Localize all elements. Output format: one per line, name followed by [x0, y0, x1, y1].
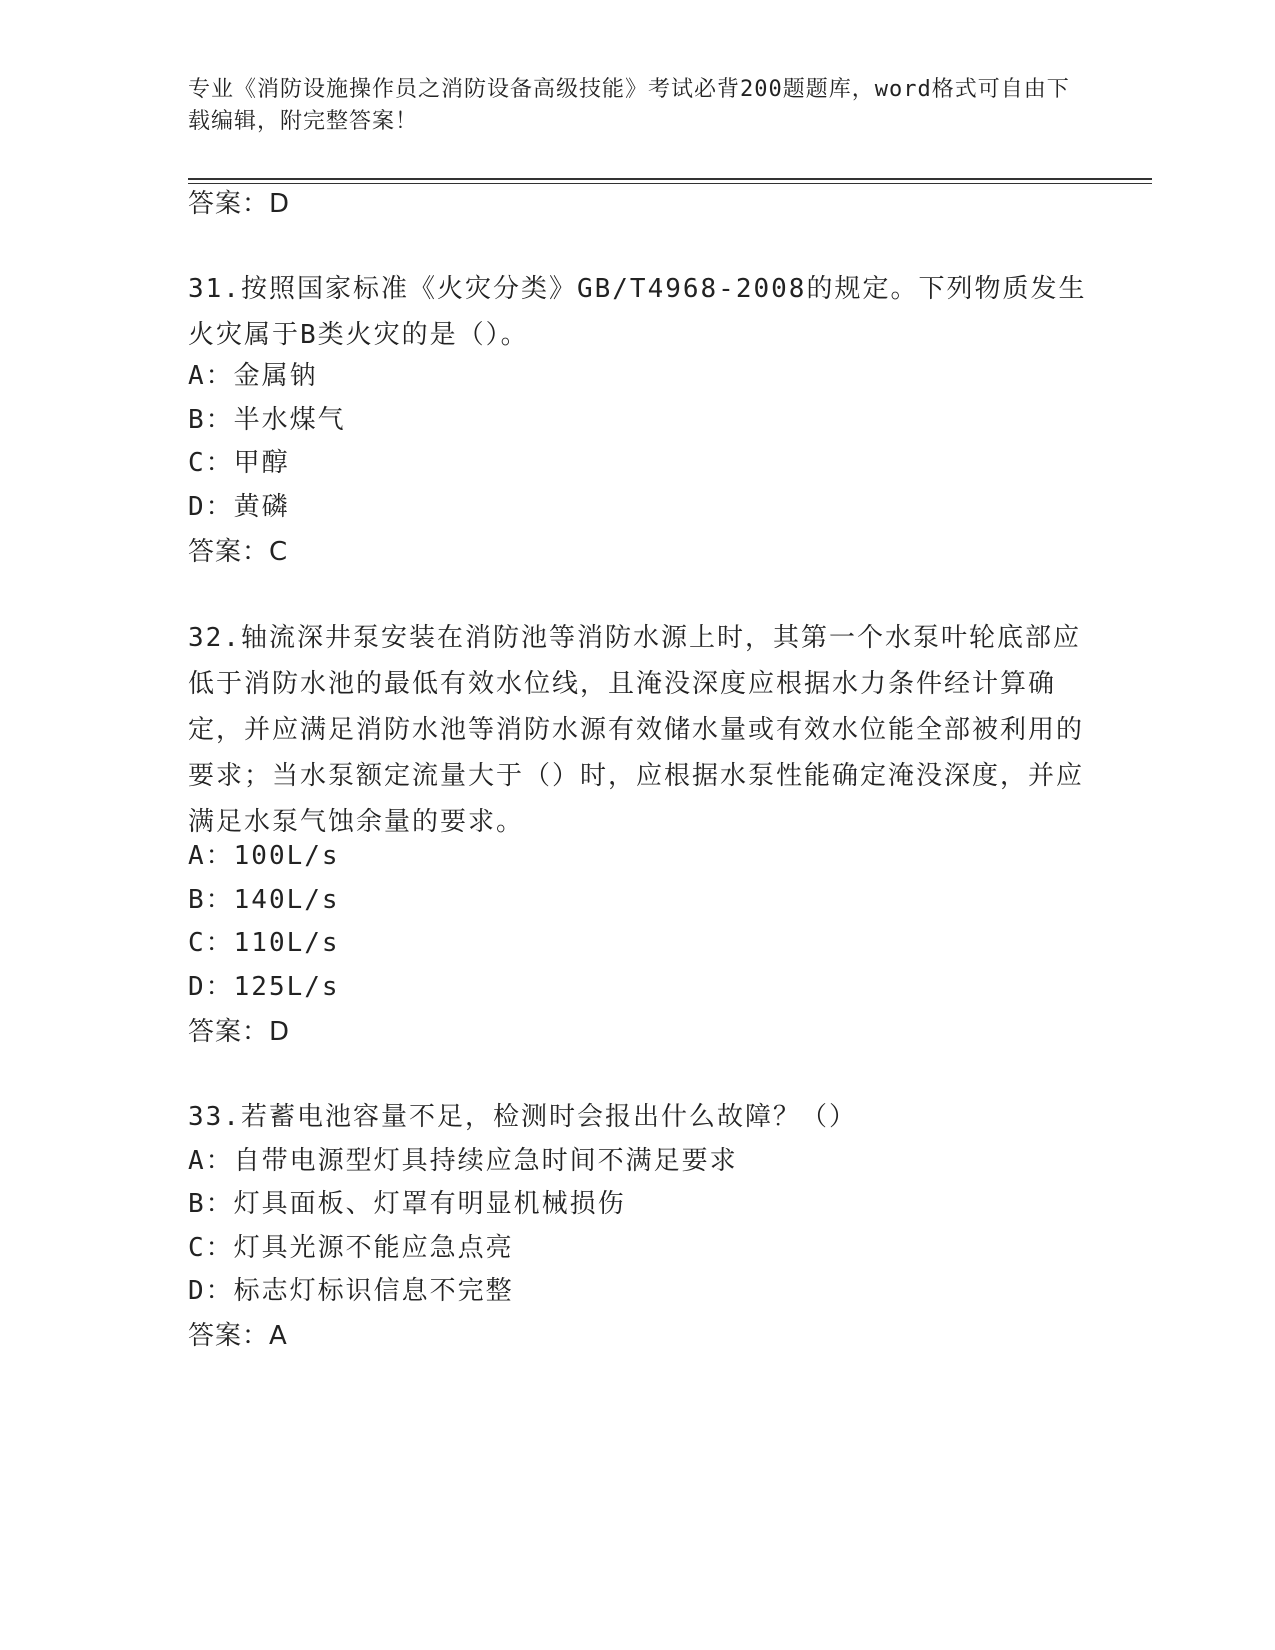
document-header: 专业《消防设施操作员之消防设备高级技能》考试必背200题题库，word格式可自由下载编辑，附完整答案！	[188, 77, 1070, 134]
question-31-option-d: D：黄磷	[188, 492, 290, 522]
question-31-option-c: C：甲醇	[188, 448, 290, 478]
question-32-option-d: D：125L/s	[188, 972, 340, 1002]
question-32-option-c: C：110L/s	[188, 928, 340, 958]
question-32-option-a: A：100L/s	[188, 841, 340, 871]
question-32-answer: 答案：D	[188, 1017, 291, 1047]
question-33-option-c: C：灯具光源不能应急点亮	[188, 1233, 514, 1263]
question-32-option-b: B：140L/s	[188, 885, 340, 915]
question-31-option-b: B：半水煤气	[188, 405, 346, 435]
question-31-stem: 31.按照国家标准《火灾分类》GB/T4968-2008的规定。下列物质发生火灾属于B类火灾的是（）。	[188, 274, 1087, 350]
question-33-answer: 答案：A	[188, 1321, 288, 1351]
question-33-option-d: D：标志灯标识信息不完整	[188, 1276, 514, 1306]
header-rule-bottom	[188, 183, 1152, 184]
question-33-stem: 33.若蓄电池容量不足，检测时会报出什么故障？（）	[188, 1102, 857, 1132]
question-33-option-b: B：灯具面板、灯罩有明显机械损伤	[188, 1189, 626, 1219]
question-31-answer: 答案：C	[188, 537, 289, 567]
previous-answer: 答案：D	[188, 189, 291, 219]
question-31-option-a: A：金属钠	[188, 361, 318, 391]
question-32-stem: 32.轴流深井泵安装在消防池等消防水源上时，其第一个水泵叶轮底部应低于消防水池的最低有效水位线，且淹没深度应根据水力条件经计算确定，并应满足消防水池等消防水源有效储水量或有效水位能全部被利用的要求；当水泵额定流量大于（）时，应根据水泵性能确定淹没深度，并应满足水泵气蚀余量的要求。	[188, 623, 1085, 837]
question-33-option-a: A：自带电源型灯具持续应急时间不满足要求	[188, 1146, 738, 1176]
header-rule-top	[188, 178, 1152, 180]
